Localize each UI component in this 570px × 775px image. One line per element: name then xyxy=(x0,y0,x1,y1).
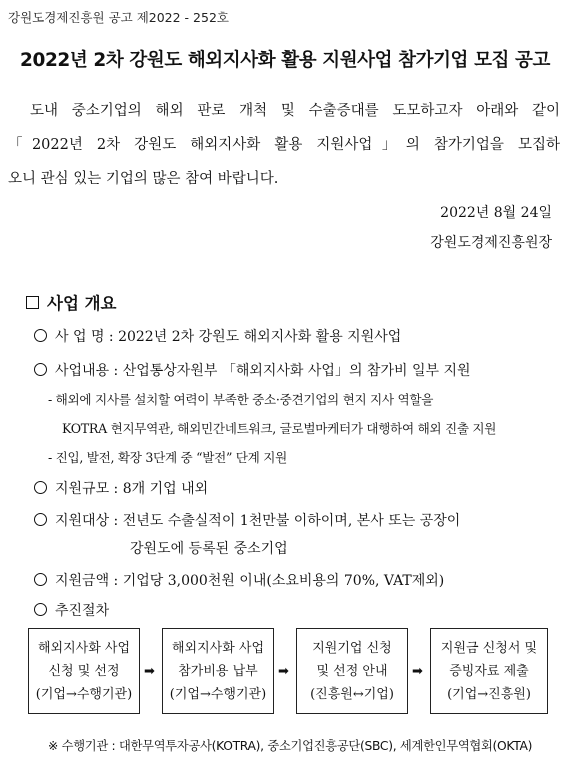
announcement-date: 2022년 8월 24일 xyxy=(440,205,552,221)
item-content: 사업내용 : 산업통상자원부 「해외지사화 사업」의 참가비 일부 지원 xyxy=(34,360,471,380)
content-detail-stage: - 진입, 발전, 확장 3단계 중 “발전” 단계 지원 xyxy=(48,450,287,465)
arrow-right-icon: ➡ xyxy=(278,664,289,679)
flow-step-2: 해외지사화 사업 참가비용 납부 (기업→수행기관) xyxy=(162,628,274,714)
item-procedure: 추진절차 xyxy=(34,600,109,620)
content-detail-line-2: KOTRA 현지무역관, 해외민간네트워크, 글로벌마케터가 대행하여 해외 진출 지원 xyxy=(62,421,497,436)
content-detail-line-1: - 해외에 지사를 설치할 여력이 부족한 중소·중견기업의 현지 지사 역할을 xyxy=(48,392,434,407)
circle-bullet-icon xyxy=(34,363,47,376)
flow-step-1: 해외지사화 사업 신청 및 선정 (기업→수행기관) xyxy=(28,628,140,714)
arrow-right-icon: ➡ xyxy=(144,664,155,679)
notice-number: 강원도경제진흥원 공고 제2022 - 252호 xyxy=(8,10,229,25)
circle-bullet-icon xyxy=(34,573,47,586)
item-project-name: 사 업 명 : 2022년 2차 강원도 해외지사화 활용 지원사업 xyxy=(34,326,401,346)
arrow-right-icon: ➡ xyxy=(412,664,423,679)
section-heading xyxy=(26,290,117,314)
circle-bullet-icon xyxy=(34,513,47,526)
item-target: 지원대상 : 전년도 수출실적이 1천만불 이하이며, 본사 또는 공장이 xyxy=(34,510,460,530)
document-title: 2022년 2차 강원도 해외지사화 활용 지원사업 참가기업 모집 공고 xyxy=(20,50,550,71)
item-scale: 지원규모 : 8개 기업 내외 xyxy=(34,478,208,498)
flow-step-3: 지원기업 신청 및 선정 안내 (진흥원↔기업) xyxy=(296,628,408,714)
intro-line-1: 도내 중소기업의 해외 판로 개척 및 수출증대를 도모하고자 아래와 같이 xyxy=(30,103,560,119)
item-amount: 지원금액 : 기업당 3,000천원 이내(소요비용의 70%, VAT제외) xyxy=(34,570,444,590)
square-bullet-icon xyxy=(26,296,39,309)
issuer-name: 강원도경제진흥원장 xyxy=(430,235,552,251)
item-target-line-2: 강원도에 등록된 중소기업 xyxy=(130,541,288,557)
circle-bullet-icon xyxy=(34,603,47,616)
section-title: 사업 개요 xyxy=(47,294,117,313)
circle-bullet-icon xyxy=(34,329,47,342)
intro-line-3: 오니 관심 있는 기업의 많은 참여 바랍니다. xyxy=(8,171,279,187)
intro-line-2: 「2022년 2차 강원도 해외지사화 활용 지원사업」의 참가기업을 모집하 xyxy=(8,137,560,153)
flow-step-4: 지원금 신청서 및 증빙자료 제출 (기업→진흥원) xyxy=(430,628,548,714)
footnote: ※ 수행기관 : 대한무역투자공사(KOTRA), 중소기업진흥공단(SBC), 세계한인무역협회(OKTA) xyxy=(48,739,533,753)
circle-bullet-icon xyxy=(34,481,47,494)
